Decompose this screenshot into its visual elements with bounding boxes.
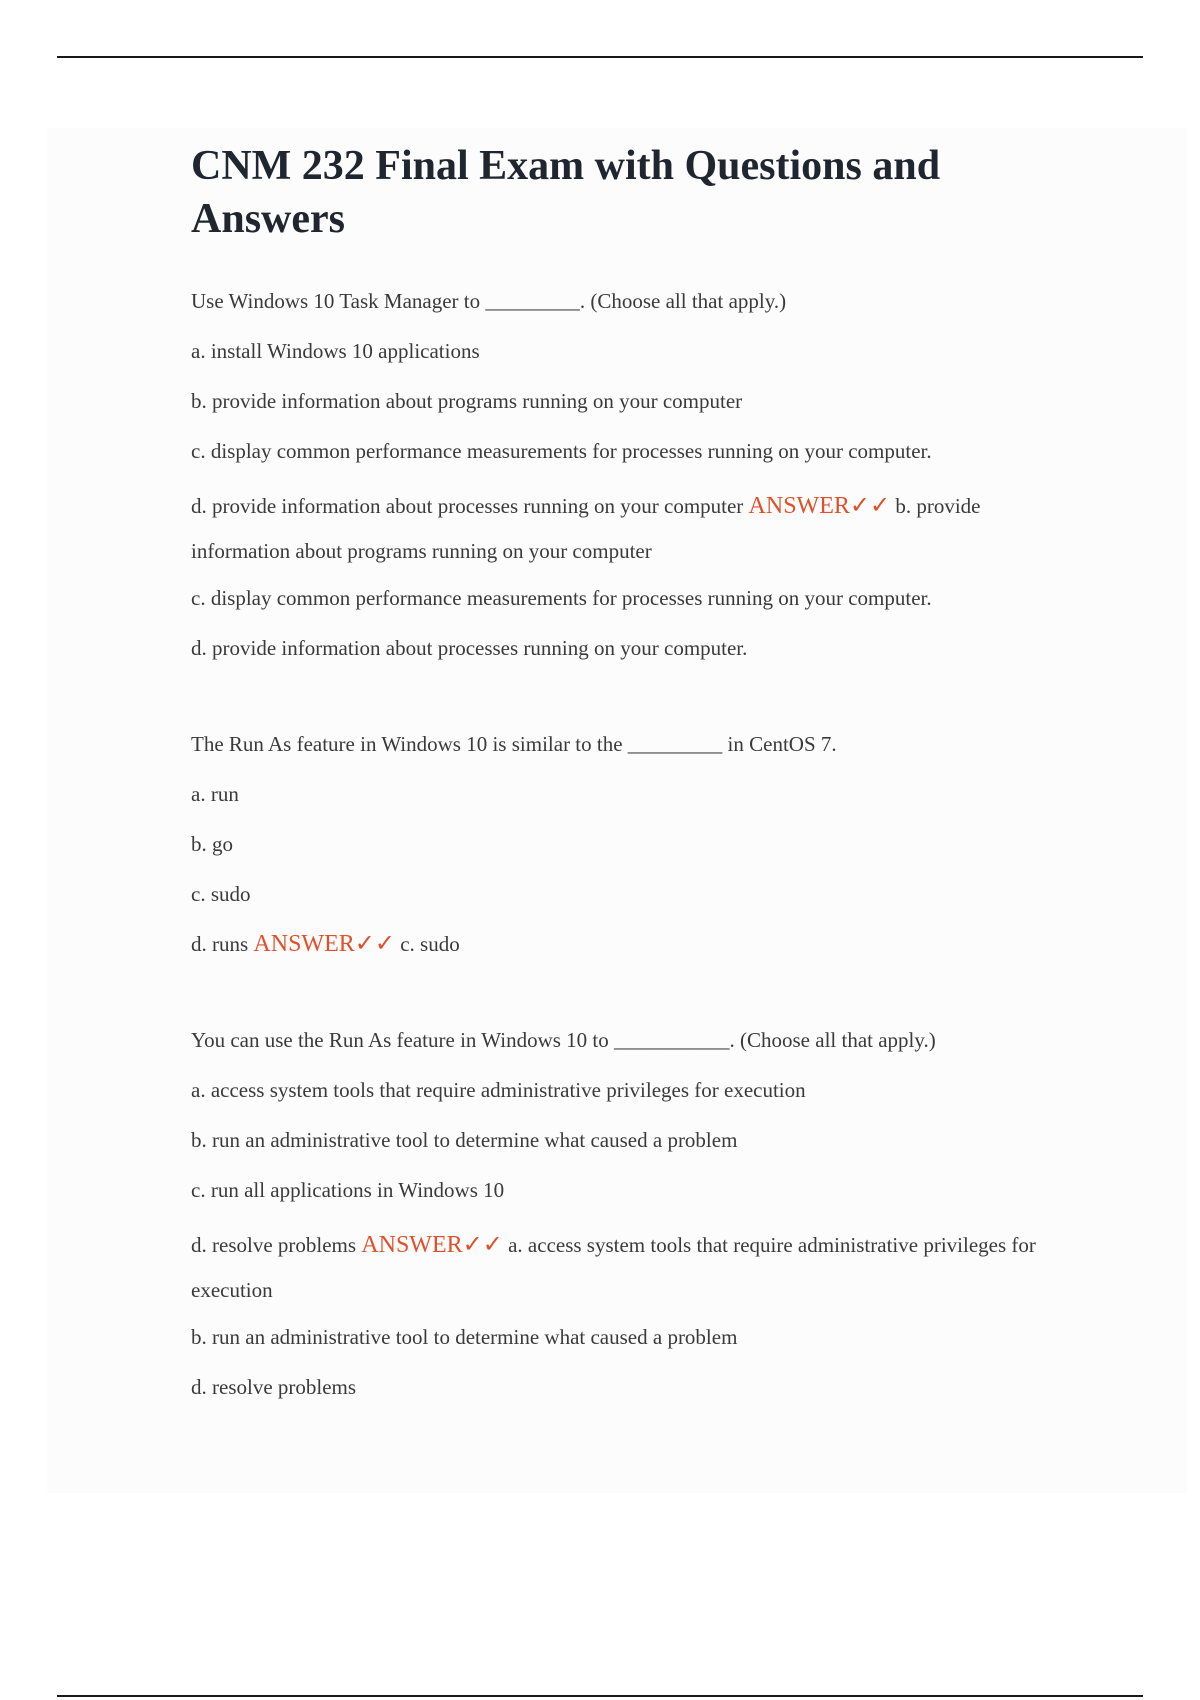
question-option: c. sudo — [191, 882, 251, 906]
question-option: b. run an administrative tool to determine what caused a problem — [191, 1128, 738, 1152]
document-body — [191, 140, 1071, 1420]
top-rule — [57, 56, 1143, 58]
question-3 — [191, 1023, 1071, 1404]
answer-continuation: d. resolve problems — [191, 1375, 357, 1399]
question-option: c. display common performance measurements for processes running on your computer. — [191, 439, 932, 463]
question-option: c. run all applications in Windows 10 — [191, 1178, 505, 1202]
answer-text: b. provide information about programs running on your computer — [191, 494, 981, 563]
question-2 — [191, 727, 1071, 961]
question-option: b. go — [191, 832, 233, 856]
answer-line — [191, 927, 1071, 961]
question-prompt: Use Windows 10 Task Manager to _________. (Choose all that apply.) — [191, 289, 787, 313]
answer-option-d: d. resolve problems — [191, 1233, 357, 1257]
answer-text: a. access system tools that require administrative privileges for execution — [191, 1233, 1036, 1302]
question-option: a. run — [191, 782, 239, 806]
answer-line — [191, 1223, 1071, 1313]
answer-continuation: c. display common performance measurements for processes running on your computer. — [191, 586, 932, 610]
document-title: CNM 232 Final Exam with Questions and Answers — [191, 143, 941, 242]
question-option: a. install Windows 10 applications — [191, 339, 480, 363]
answer-continuation: d. provide information about processes running on your computer. — [191, 636, 748, 660]
question-prompt: You can use the Run As feature in Windows 10 to ___________. (Choose all that apply.) — [191, 1028, 936, 1052]
question-option: b. provide information about programs running on your computer — [191, 389, 743, 413]
question-option: a. access system tools that require administrative privileges for execution — [191, 1078, 806, 1102]
answer-text: c. sudo — [400, 932, 460, 956]
bottom-rule — [57, 1695, 1143, 1697]
question-1 — [191, 284, 1071, 665]
answer-marker: ANSWER✓✓ — [361, 1232, 503, 1258]
question-prompt: The Run As feature in Windows 10 is similar to the _________ in CentOS 7. — [191, 732, 837, 756]
answer-marker: ANSWER✓✓ — [253, 931, 395, 957]
answer-line — [191, 484, 1071, 574]
answer-marker: ANSWER✓✓ — [748, 493, 891, 519]
answer-option-d: d. runs — [191, 932, 249, 956]
answer-option-d: d. provide information about processes running on your computer — [191, 494, 744, 518]
answer-continuation: b. run an administrative tool to determine what caused a problem — [191, 1325, 738, 1349]
